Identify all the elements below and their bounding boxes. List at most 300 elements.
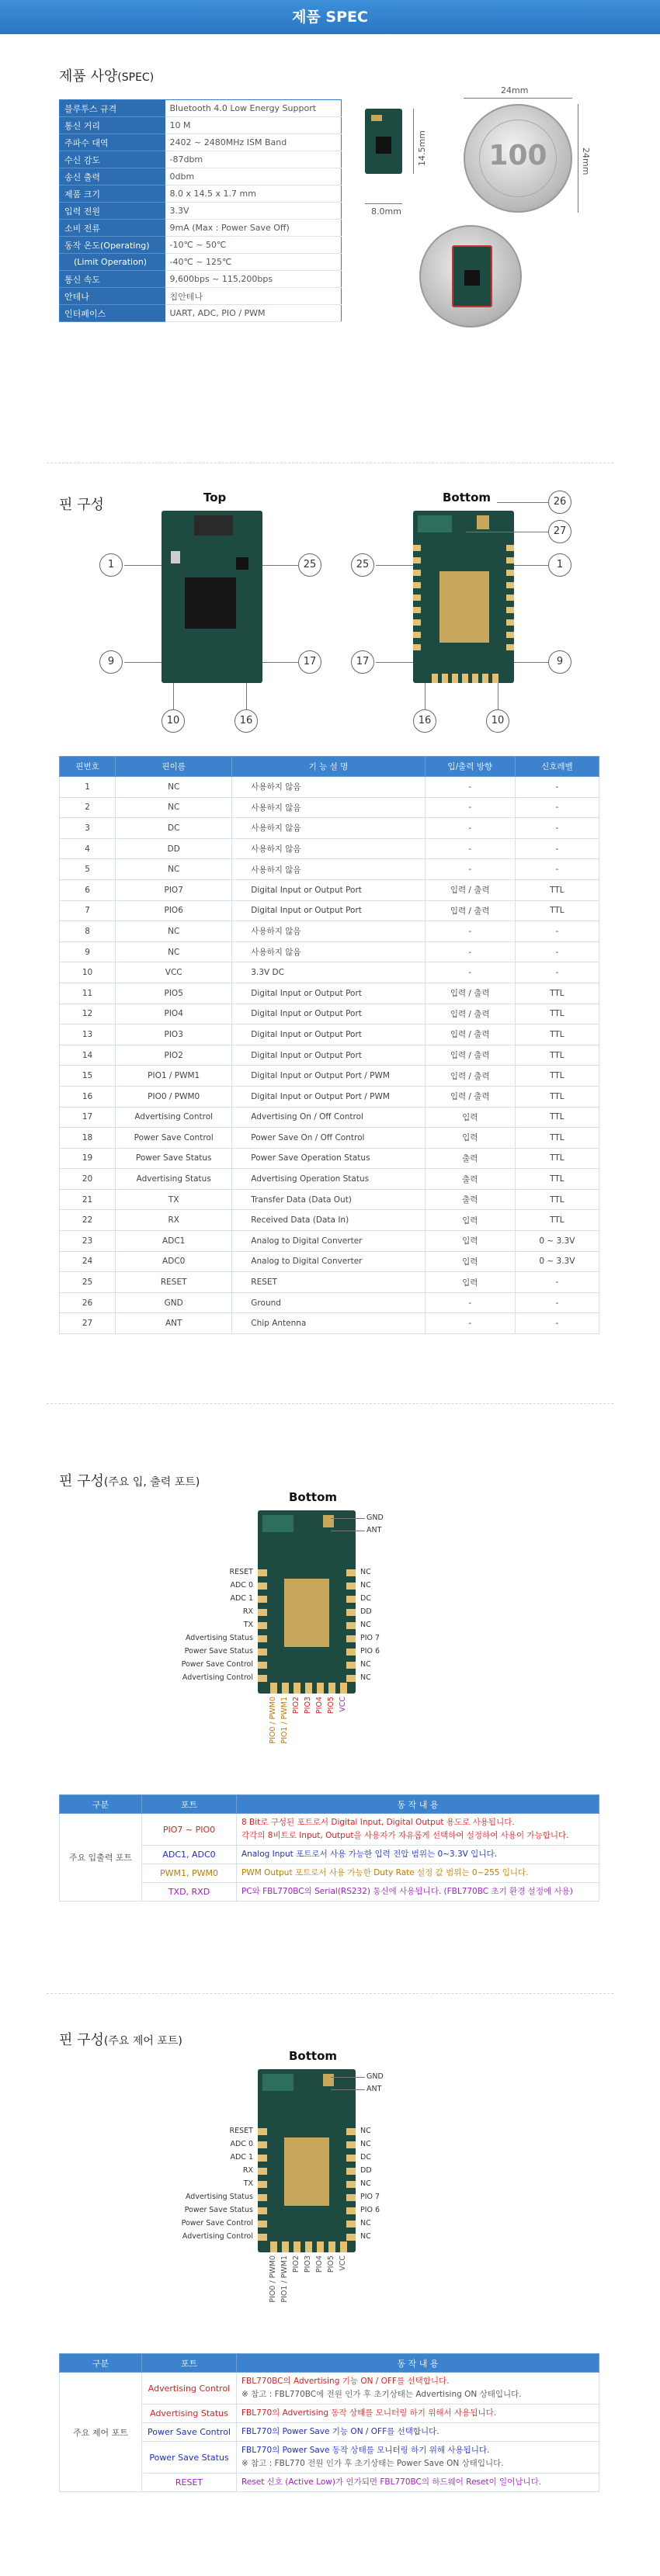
page-header [0,0,660,34]
pin-cell: 20 [60,1169,116,1190]
io-right-label: NC [360,1673,371,1682]
pad [346,1609,356,1616]
pad [413,545,421,551]
pad [258,2168,267,2175]
pin-cell: 출력 [425,1169,515,1190]
pad [413,632,421,638]
pad [258,2207,267,2214]
pad [506,607,514,613]
pad [346,1649,356,1656]
pin-cell: Analog to Digital Converter [232,1231,425,1252]
table-row [60,879,599,900]
pad [452,674,458,683]
pin-cell: 입력 / 출력 [425,879,515,900]
pin-table-header: 신호레벨 [515,757,599,777]
pin-cell: - [425,1292,515,1313]
ctrl-table-header: 동 작 내 용 [237,2354,599,2373]
ctrl-left-label: TX [243,2179,253,2188]
pin-cell: TTL [515,1086,599,1107]
pin-cell: 입력 / 출력 [425,1025,515,1045]
pin-cell: Advertising Control [116,1107,232,1128]
page-title: 제품 SPEC [292,9,368,26]
dim-width-24: 24mm [501,85,529,95]
pin-cell: 사용하지 않음 [232,921,425,942]
io-desc-cell [237,1883,599,1902]
ctrl-right-label: NC [360,2127,371,2135]
pin-cell: 입력 / 출력 [425,1086,515,1107]
pin-cell: TTL [515,1066,599,1087]
pad [506,570,514,576]
spec-key: 통신 속도 [60,271,165,288]
ctrl-label-ant: ANT [366,2085,382,2093]
pad [317,1683,324,1694]
pad [413,644,421,650]
pin-cell: Power Save Operation Status [232,1148,425,1169]
io-left-label: Advertising Status [185,1634,253,1642]
table-row [60,777,599,798]
pin-cell: GND [116,1292,232,1313]
pin-cell: TTL [515,983,599,1004]
ctrl-left-label: ADC 0 [230,2140,253,2148]
pin-cell: - [425,818,515,839]
pad [305,1683,312,1694]
io-desc-line: PC와 FBL770BC의 Serial(RS232) 통신에 사용됩니다. (FBL770BC 초기 환경 설정에 사용) [241,1887,573,1896]
ctrl-port-cell: Advertising Status [142,2404,237,2423]
pin-cell: 사용하지 않음 [232,818,425,839]
dim-height-145: 14.5mm [417,130,427,166]
io-right-label: NC [360,1568,371,1576]
pin-cell: - [515,859,599,880]
pin-cell: ANT [116,1313,232,1334]
pin-cell: 사용하지 않음 [232,797,425,818]
pin-cell: 19 [60,1148,116,1169]
ctrl-bottom-label: Bottom [289,2049,338,2063]
io-label-ant: ANT [366,1526,382,1534]
pad [258,2181,267,2188]
pad [482,674,488,683]
io-bottom-label: VCC [339,1697,347,1712]
pin-cell: Ground [232,1292,425,1313]
ctrl-desc-line: FBL770의 Power Save 기능 ON / OFF를 선택합니다. [241,2427,439,2436]
pad [346,2194,356,2201]
dim-height-24: 24mm [581,147,591,175]
pad [506,619,514,626]
pin-cell: - [425,859,515,880]
pin-cell: DC [116,818,232,839]
table-row [60,1231,599,1252]
pin-cell: 입력 / 출력 [425,983,515,1004]
spec-row [60,100,342,117]
pin-cell: 입력 [425,1231,515,1252]
ctrl-antenna-area [262,2074,294,2091]
pin-cell: TTL [515,879,599,900]
pin-cell: - [515,838,599,859]
spec-key: 인터페이스 [60,305,165,322]
pinout-section-title: 핀 구성 [59,497,104,513]
pad [258,1596,267,1603]
io-port-cell: TXD, RXD [142,1883,237,1902]
pin-cell: RESET [232,1272,425,1293]
pin-cell: PIO1 / PWM1 [116,1066,232,1087]
spec-row [60,271,342,288]
ctrl-left-label: Advertising Control [182,2232,253,2241]
pin-cell: NC [116,777,232,798]
io-right-label: NC [360,1621,371,1629]
io-right-label: DD [360,1607,372,1616]
ctrl-desc-line: FBL770BC의 Advertising 기능 ON / OFF를 선택합니다. [241,2377,450,2386]
pad [506,557,514,563]
spec-row [60,305,342,322]
ctrl-right-label: NC [360,2232,371,2241]
pad [413,582,421,588]
spec-row [60,288,342,305]
io-desc-cell [237,1864,599,1883]
table-row [60,983,599,1004]
pin-cell: PIO3 [116,1025,232,1045]
table-row [60,838,599,859]
pad [346,1635,356,1642]
ctrl-desc-line: ※ 참고 : FBL770 전원 인가 후 초기상태는 Power Save ON 상태입니다. [241,2459,504,2468]
bottom-view-label: Bottom [443,491,492,504]
io-desc-line: PWM Output 포트로서 사용 가능한 Duty Rate 설정 값 범위는 0~255 입니다. [241,1868,529,1877]
pin-cell: 사용하지 않음 [232,777,425,798]
table-row [60,1025,599,1045]
pin-cell: 출력 [425,1148,515,1169]
pin-cell: - [425,838,515,859]
pin-cell: 입력 [425,1272,515,1293]
pin-cell: TTL [515,1045,599,1066]
pad [346,2141,356,2148]
ctrl-desc-cell [237,2474,599,2492]
spec-title-en: (SPEC) [117,71,155,84]
pad [340,2241,347,2252]
table-row [60,1814,599,1846]
pad [492,674,498,683]
spec-row [60,134,342,151]
table-row [60,1148,599,1169]
pin-table-header: 핀이름 [116,757,232,777]
pad [258,2155,267,2162]
pin-cell: 23 [60,1231,116,1252]
pad [413,619,421,626]
table-row [60,2373,599,2404]
ctrl-section-title: 핀 구성(주요 제어 포트) [59,2032,182,2048]
ctrl-desc-cell [237,2423,599,2442]
spec-row [60,168,342,185]
pin-cell: Digital Input or Output Port / PWM [232,1066,425,1087]
io-bottom-label: PIO5 [327,1697,335,1714]
pin-cell: 입력 / 출력 [425,1004,515,1025]
ctrl-group-cell: 주요 제어 포트 [60,2373,142,2492]
spec-row [60,203,342,220]
pad [258,1622,267,1629]
io-right-label: PIO 7 [360,1634,380,1642]
bottom-view-board [413,511,514,683]
pin-cell: - [425,1313,515,1334]
ctrl-lead [331,2089,365,2090]
pad [258,1649,267,1656]
ctrl-bottom-label: PIO1 / PWM1 [280,2255,289,2303]
ctrl-left-label: ADC 1 [230,2153,253,2162]
ctrl-right-label: DC [360,2153,371,2162]
pad [346,2168,356,2175]
spec-key: 제품 크기 [60,185,165,203]
pin-cell: 사용하지 않음 [232,859,425,880]
table-row [60,1004,599,1025]
pin-cell: PIO5 [116,983,232,1004]
pin-cell: 3.3V DC [232,962,425,983]
top-view-board [162,511,262,683]
spec-key: 주파수 대역 [60,134,165,151]
spec-key: 동작 온도(Operating) [60,237,165,254]
pin-cell: PIO7 [116,879,232,900]
callout-1-top: 1 [99,553,123,577]
spec-key: 통신 거리 [60,117,165,134]
io-desc-cell [237,1846,599,1864]
pin-cell: TTL [515,900,599,921]
spec-row [60,117,342,134]
io-desc-line: 8 Bit로 구성된 포트로서 Digital Input, Digital Output 용도로 사용됩니다. [241,1818,515,1827]
pin-table-header: 입/출력 방향 [425,757,515,777]
io-bottom-label: PIO2 [292,1697,300,1714]
ctrl-bottom-label: PIO2 [292,2255,300,2273]
callout-1-bottom: 1 [548,553,571,577]
spec-value: -10℃ ~ 50℃ [165,237,342,254]
ctrl-lead [331,2077,365,2078]
io-section-title: 핀 구성(주요 입, 출력 포트) [59,1473,200,1489]
pad [432,674,438,683]
spec-value: Bluetooth 4.0 Low Energy Support [165,100,342,117]
spec-row [60,254,342,271]
pad [506,582,514,588]
pad [413,607,421,613]
pin-cell: Analog to Digital Converter [232,1251,425,1272]
pin-cell: 16 [60,1086,116,1107]
pin-cell: 11 [60,983,116,1004]
io-left-label: Advertising Control [182,1673,253,1682]
pin-cell: Digital Input or Output Port [232,900,425,921]
ctrl-right-label: NC [360,2219,371,2228]
pad [258,1609,267,1616]
pin-cell: - [515,818,599,839]
pin-cell: 21 [60,1189,116,1210]
ctrl-gnd-pad [323,2074,334,2086]
ctrl-bottom-label: PIO3 [304,2255,312,2273]
pin-cell: 12 [60,1004,116,1025]
pin-cell: - [425,962,515,983]
pin-cell: TTL [515,1169,599,1190]
spec-key: 수신 감도 [60,151,165,168]
ctrl-right-label: NC [360,2140,371,2148]
ctrl-table-header: 포트 [142,2354,237,2373]
pin-cell: TTL [515,1210,599,1231]
pin-cell: - [515,1292,599,1313]
ctrl-bottom-label: PIO0 / PWM0 [269,2255,277,2303]
pad [305,2241,312,2252]
pin-cell: 17 [60,1107,116,1128]
table-row [60,941,599,962]
ctrl-center-pad [284,2137,329,2206]
pin-cell: PIO4 [116,1004,232,1025]
pad [258,1675,267,1682]
pin-cell: 10 [60,962,116,983]
io-left-label: RESET [229,1568,253,1576]
spec-key: 소비 전류 [60,220,165,237]
pad [442,674,448,683]
pad [346,1662,356,1669]
callout-17-top: 17 [298,650,321,674]
pad [346,2234,356,2241]
pin-cell: - [515,921,599,942]
table-row [60,1292,599,1313]
pin-cell: - [515,1313,599,1334]
table-row [60,921,599,942]
pin-cell: - [515,941,599,962]
io-left-label: RX [242,1607,253,1616]
ctrl-right-label: PIO 6 [360,2206,380,2214]
pin-cell: 5 [60,859,116,880]
io-left-label: TX [243,1621,253,1629]
ctrl-desc-line: FBL770의 Power Save 동작 상태를 모니터링 하기 위해 사용됩니다. [241,2446,490,2455]
pad [270,1683,277,1694]
pin-cell: 15 [60,1066,116,1087]
pad [258,2234,267,2241]
pin-cell: 입력 / 출력 [425,900,515,921]
spec-key: 송신 출력 [60,168,165,185]
pad [328,1683,335,1694]
spec-value: 칩안테나 [165,288,342,305]
spec-value: -87dbm [165,151,342,168]
table-row [60,1210,599,1231]
pin-cell: Digital Input or Output Port [232,983,425,1004]
pin-cell: TTL [515,1148,599,1169]
table-row [60,1066,599,1087]
table-row [60,1107,599,1128]
io-antenna-area [262,1515,294,1532]
ctrl-label-gnd: GND [366,2072,384,2081]
table-row [60,1169,599,1190]
pin-cell: 25 [60,1272,116,1293]
io-port-cell: ADC1, ADC0 [142,1846,237,1864]
spec-value: 0dbm [165,168,342,185]
ctrl-desc-cell [237,2442,599,2474]
table-row [60,962,599,983]
io-right-label: NC [360,1660,371,1669]
pin-cell: 13 [60,1025,116,1045]
coin-value: 100 [488,140,547,172]
pin-cell: 6 [60,879,116,900]
pad [340,1683,347,1694]
pin-cell: TX [116,1189,232,1210]
pad [258,1569,267,1576]
pin-cell: PIO2 [116,1045,232,1066]
ctrl-port-cell: Power Save Control [142,2423,237,2442]
callout-17-bottom: 17 [351,650,374,674]
pin-cell: Power Save Status [116,1148,232,1169]
io-desc-line: 각각의 8비트로 Input, Output을 사용자가 자유롭게 선택하여 설정하여 사용이 가능합니다. [241,1831,569,1840]
pad [346,2207,356,2214]
section-divider [47,1403,613,1404]
pin-cell: - [425,941,515,962]
pin-cell: Digital Input or Output Port [232,1045,425,1066]
ctrl-right-label: PIO 7 [360,2193,380,2201]
io-bottom-label: Bottom [289,1490,338,1504]
pin-cell: 26 [60,1292,116,1313]
pad [294,2241,300,2252]
pad [258,2221,267,2228]
pad [413,595,421,601]
io-desc-cell [237,1814,599,1846]
ctrl-port-cell: Advertising Control [142,2373,237,2404]
pin-cell: NC [116,797,232,818]
callout-25-bottom: 25 [351,553,374,577]
pin-cell: NC [116,859,232,880]
pin-cell: 8 [60,921,116,942]
pin-cell: 1 [60,777,116,798]
pin-cell: 입력 / 출력 [425,1045,515,1066]
pin-cell: VCC [116,962,232,983]
pin-cell: ADC0 [116,1251,232,1272]
io-left-label: ADC 1 [230,1594,253,1603]
table-row [60,859,599,880]
callout-16-bottom: 16 [413,709,436,733]
pad [346,2155,356,2162]
pin-cell: 22 [60,1210,116,1231]
pin-cell: TTL [515,1189,599,1210]
ctrl-left-label: Power Save Control [181,2219,253,2228]
table-row [60,1189,599,1210]
pin-cell: 입력 [425,1107,515,1128]
pad [506,545,514,551]
pin-cell: 입력 [425,1128,515,1149]
top-view-label: Top [203,491,227,504]
pin-cell: Digital Input or Output Port [232,879,425,900]
pin-cell: - [515,777,599,798]
pin-cell: 4 [60,838,116,859]
spec-row [60,220,342,237]
io-bottom-label: PIO3 [304,1697,312,1714]
pin-table [59,756,599,1334]
pin-cell: Advertising On / Off Control [232,1107,425,1128]
pin-cell: 입력 / 출력 [425,1066,515,1087]
ctrl-desc-cell [237,2404,599,2423]
pin-cell: 0 ~ 3.3V [515,1231,599,1252]
callout-10-top: 10 [162,709,185,733]
pad [346,1675,356,1682]
pin-cell: 사용하지 않음 [232,838,425,859]
pad [258,1583,267,1590]
ctrl-port-cell: RESET [142,2474,237,2492]
pin-cell: Power Save On / Off Control [232,1128,425,1149]
pin-cell: 0 ~ 3.3V [515,1251,599,1272]
io-left-label: Power Save Control [181,1660,253,1669]
pin-cell: DD [116,838,232,859]
ctrl-port-cell: Power Save Status [142,2442,237,2474]
ctrl-right-label: DD [360,2166,372,2175]
spec-value: 2402 ~ 2480MHz ISM Band [165,134,342,151]
io-table-header: 구분 [60,1795,142,1814]
pad [346,1569,356,1576]
table-row [60,900,599,921]
spec-key: 블루투스 규격 [60,100,165,117]
callout-26: 26 [548,491,571,514]
spec-section-title [59,65,154,85]
pad [258,2141,267,2148]
spec-value: -40℃ ~ 125℃ [165,254,342,271]
callout-9-bottom: 9 [548,650,571,674]
pin-cell: - [425,777,515,798]
io-right-label: PIO 6 [360,1647,380,1656]
